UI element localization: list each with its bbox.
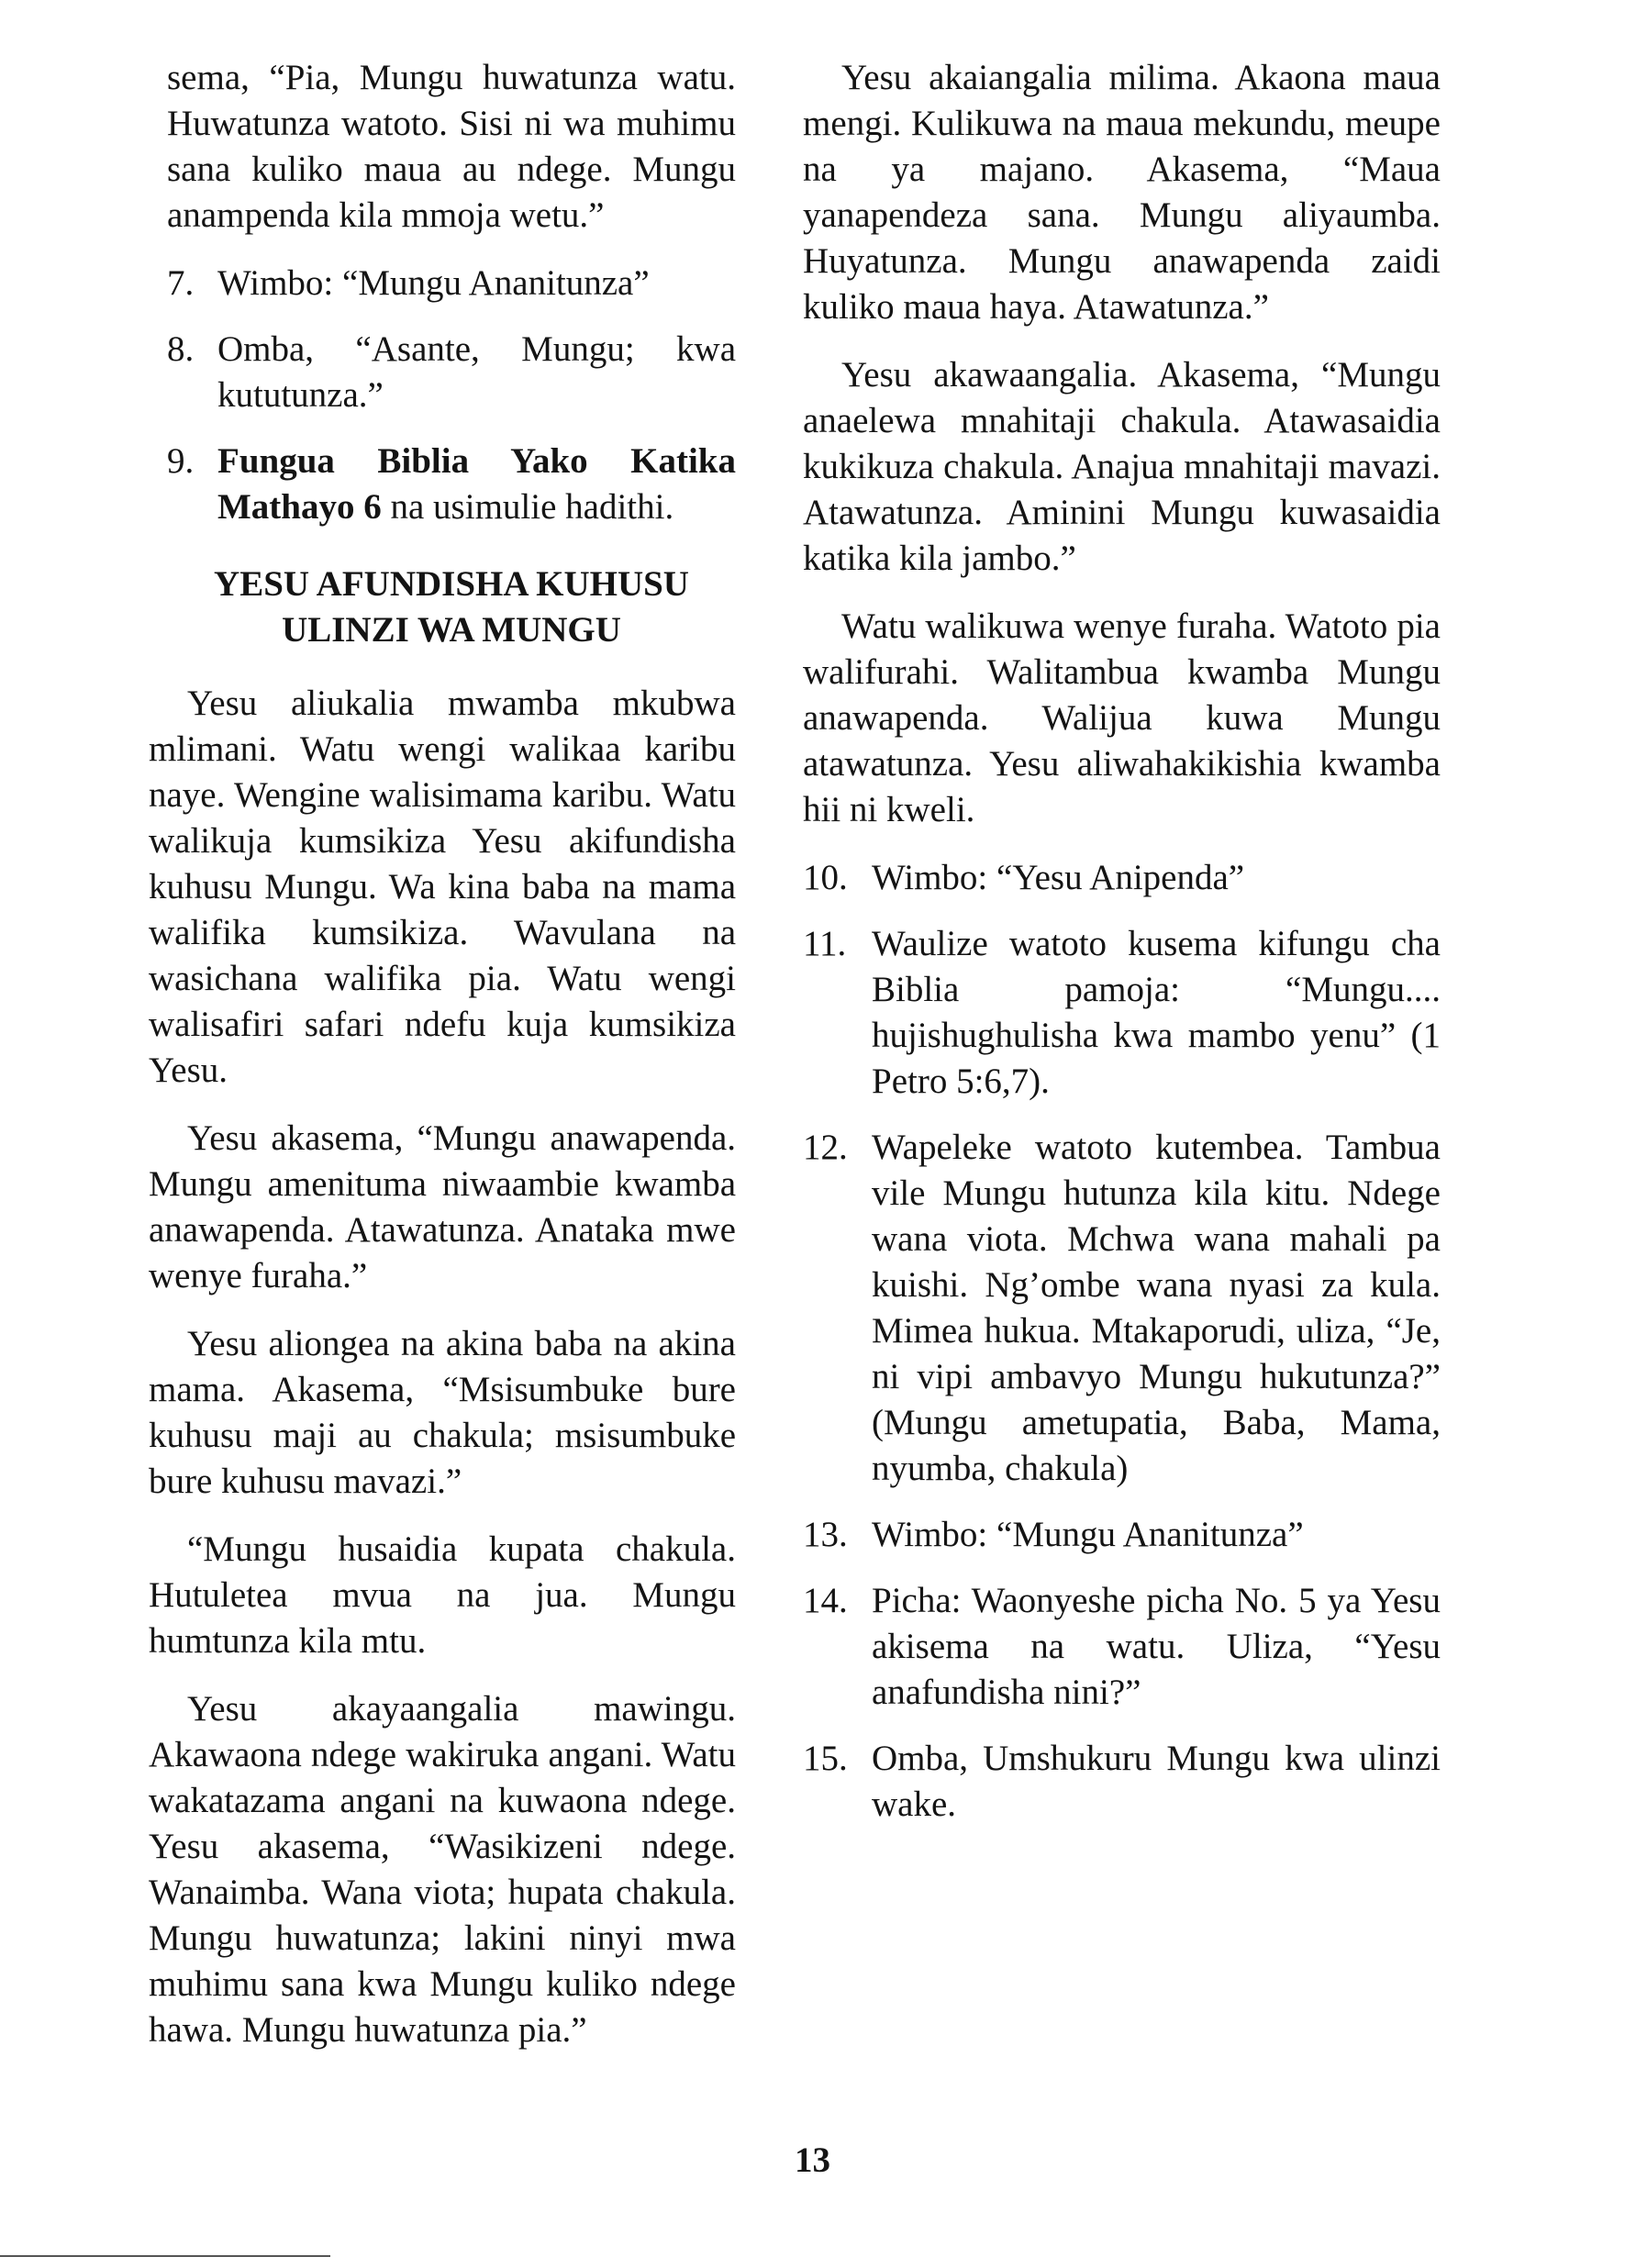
- list-text: Omba, Umshukuru Mungu kwa ulinzi wake.: [872, 1739, 1441, 1824]
- list-text-bold: Fungua Biblia Yako Katika Mathayo 6: [217, 441, 736, 527]
- section-heading: [167, 561, 736, 653]
- story-paragraph-8: Watu walikuwa wenye furaha. Watoto pia walifurahi. Walitambua kwamba Mungu anawapenda. Walijua kuwa Mungu atawatunza. Yesu aliwahakikishia kwamba hii ni kweli.: [803, 606, 1441, 829]
- story-paragraph-6: Yesu akaiangalia milima. Akaona maua mengi. Kulikuwa na maua mekundu, meupe na ya majano. Akasema, “Maua yanapendeza sana. Mungu aliyaumba. Huyatunza. Mungu anawapenda zaidi kuliko maua haya. Atawatunza.”: [803, 58, 1441, 327]
- story-paragraph-1: Yesu aliukalia mwamba mkubwa mlimani. Watu wengi walikaa karibu naye. Wengine walisimama karibu. Watu walikuja kumsikiza Yesu akifundisha kuhusu Mungu. Wa kina baba na mama walifika kumsikiza. Wavulana na wasichana walifika pia. Watu wengi walisafiri safari ndefu kuja kumsikiza Yesu.: [149, 684, 736, 1090]
- right-column: [803, 55, 1441, 1848]
- story-paragraph-4: “Mungu husaidia kupata chakula. Hutuletea mvua na jua. Mungu humtunza kila mtu.: [149, 1529, 736, 1661]
- story-paragraph-5: Yesu akayaangalia mawingu. Akawaona ndege wakiruka angani. Watu wakatazama angani na kuwaona ndege. Yesu akasema, “Wasikizeni ndege. Wanaimba. Wana viota; hupata chakula. Mungu huwatunza; lakini ninyi mwa muhimu sana kwa Mungu kuliko ndege hawa. Mungu huwatunza pia.”: [149, 1689, 736, 2050]
- list-number: 7.: [167, 263, 195, 303]
- footer-rule: [0, 2255, 330, 2257]
- list-number: 14.: [803, 1581, 848, 1620]
- story-paragraph-2: Yesu akasema, “Mungu anawapenda. Mungu amenituma niwaambie kwamba anawapenda. Atawatunza. Anataka mwe wenye furaha.”: [149, 1118, 736, 1295]
- list-text: Wimbo: “Mungu Ananitunza”: [872, 1515, 1304, 1554]
- list-number: 8.: [167, 329, 195, 369]
- page-number: 13: [795, 2140, 830, 2180]
- list-item-7: [149, 261, 736, 306]
- list-item-10: [803, 855, 1441, 901]
- list-text-rest: na usimulie hadithi.: [381, 487, 674, 527]
- list-item-8: [149, 327, 736, 418]
- list-item-12: [803, 1125, 1441, 1492]
- list-number: 10.: [803, 858, 848, 897]
- list-item-9: [149, 439, 736, 530]
- list-text: Wapeleke watoto kutembea. Tambua vile Mungu hutunza kila kitu. Ndege wana viota. Mchwa wana mahali pa kuishi. Ng’ombe wana nyasi za kula. Mimea hukua. Mtakaporudi, uliza, “Je, ni vipi ambavyo Mungu hukutunza?” (Mungu ametupatia, Baba, Mama, nyumba, chakula): [872, 1128, 1441, 1488]
- continued-paragraph: sema, “Pia, Mungu huwatunza watu. Huwatunza watoto. Sisi ni wa muhimu sana kuliko maua au ndege. Mungu anampenda kila mmoja wetu.”: [167, 58, 736, 235]
- list-text: Omba, “Asante, Mungu; kwa kututunza.”: [217, 329, 736, 415]
- list-number: 13.: [803, 1515, 848, 1554]
- list-item-14: [803, 1578, 1441, 1716]
- list-item-15: [803, 1736, 1441, 1828]
- list-number: 15.: [803, 1739, 848, 1778]
- story-paragraph-7: Yesu akawaangalia. Akasema, “Mungu anaelewa mnahitaji chakula. Atawasaidia kukikuza chakula. Anajua mnahitaji mavazi. Atawatunza. Aminini Mungu kuwasaidia katika kila jambo.”: [803, 355, 1441, 578]
- heading-line-2: ULINZI WA MUNGU: [282, 610, 621, 650]
- list-text: Picha: Waonyeshe picha No. 5 ya Yesu akisema na watu. Uliza, “Yesu anafundisha nini?”: [872, 1581, 1441, 1712]
- heading-line-1: YESU AFUNDISHA KUHUSU: [214, 564, 689, 604]
- list-text: Wimbo: “Mungu Ananitunza”: [217, 263, 650, 303]
- list-number: 9.: [167, 441, 195, 481]
- list-text: Waulize watoto kusema kifungu cha Biblia pamoja: “Mungu.... hujishughulisha kwa mambo yenu” (1 Petro 5:6,7).: [872, 924, 1441, 1101]
- story-paragraph-3: Yesu aliongea na akina baba na akina mama. Akasema, “Msisumbuke bure kuhusu maji au chakula; msisumbuke bure kuhusu mavazi.”: [149, 1324, 736, 1501]
- left-column: [149, 55, 736, 2075]
- list-number: 12.: [803, 1128, 848, 1167]
- list-number: 11.: [803, 924, 847, 963]
- list-item-11: [803, 921, 1441, 1105]
- list-item-13: [803, 1512, 1441, 1558]
- list-text: [217, 439, 736, 530]
- list-text: Wimbo: “Yesu Anipenda”: [872, 858, 1245, 897]
